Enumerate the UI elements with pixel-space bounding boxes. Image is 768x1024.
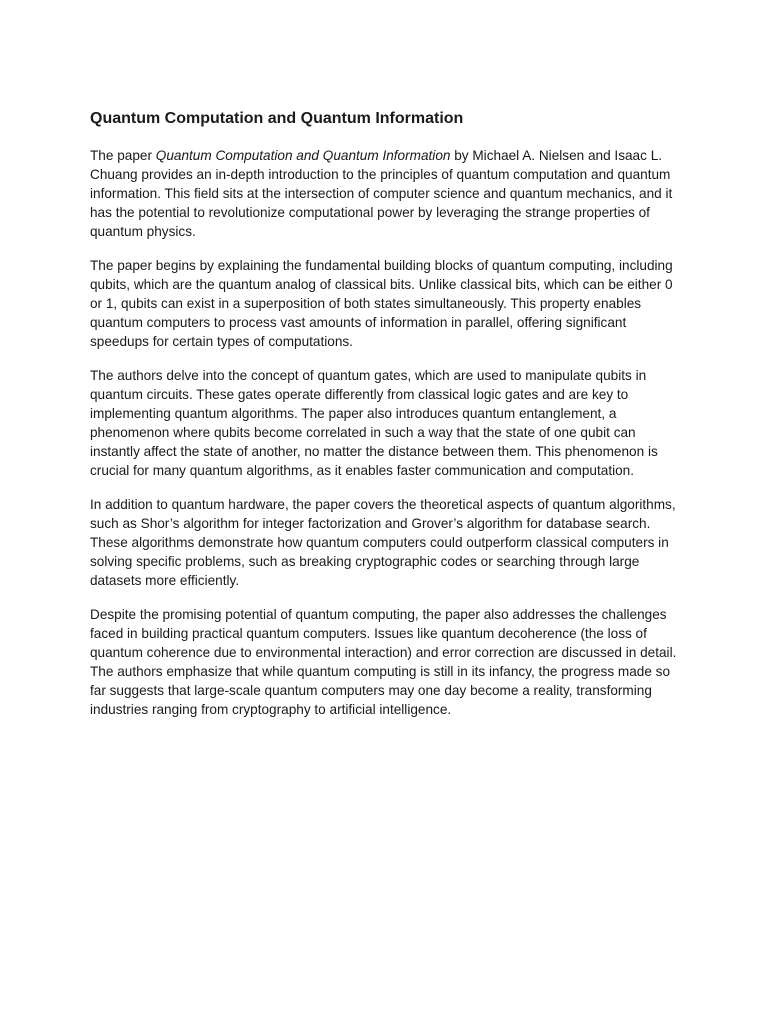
document-title: Quantum Computation and Quantum Information: [90, 110, 464, 127]
paragraph-challenges: Despite the promising potential of quantum computing, the paper also addresses the challenges faced in building practical quantum computers. Issues like quantum decoherence (the loss of quantum coherence due to environmental interaction) and error correction are discussed in detail. The authors emphasize that while quantum computing is still in its infancy, the progress made so far suggests that large-scale quantum computers may one day become a reality, transforming industries ranging from cryptography to artificial intelligence.: [90, 607, 677, 717]
paragraph-algorithms: In addition to quantum hardware, the paper covers the theoretical aspects of quantum algorithms, such as Shor’s algorithm for integer factorization and Grover’s algorithm for database search. These algorithms demonstrate how quantum computers could outperform classical computers in solving specific problems, such as breaking cryptographic codes or searching through large datasets more efficiently.: [90, 497, 676, 588]
paragraph-intro: [90, 146, 680, 241]
document-page: [90, 108, 680, 734]
intro-prefix: The paper: [90, 148, 156, 163]
intro-suffix: by Michael A. Nielsen and Isaac L. Chuang provides an in-depth introduction to the principles of quantum computation and quantum information. This field sits at the intersection of computer science and quantum mechanics, and it has the potential to revolutionize computational power by leveraging the strange properties of quantum physics.: [90, 148, 673, 239]
paragraph-qubits: The paper begins by explaining the fundamental building blocks of quantum computing, including qubits, which are the quantum analog of classical bits. Unlike classical bits, which can be either 0 or 1, qubits can exist in a superposition of both states simultaneously. This property enables quantum computers to process vast amounts of information in parallel, offering significant speedups for certain types of computations.: [90, 258, 673, 349]
intro-book-title: Quantum Computation and Quantum Information: [155, 148, 451, 163]
paragraph-quantum-gates: The authors delve into the concept of quantum gates, which are used to manipulate qubits in quantum circuits. These gates operate differently from classical logic gates and are key to implementing quantum algorithms. The paper also introduces quantum entanglement, a phenomenon where qubits become correlated in such a way that the state of one qubit can instantly affect the state of another, no matter the distance between them. This phenomenon is crucial for many quantum algorithms, as it enables faster communication and computation.: [90, 368, 658, 478]
